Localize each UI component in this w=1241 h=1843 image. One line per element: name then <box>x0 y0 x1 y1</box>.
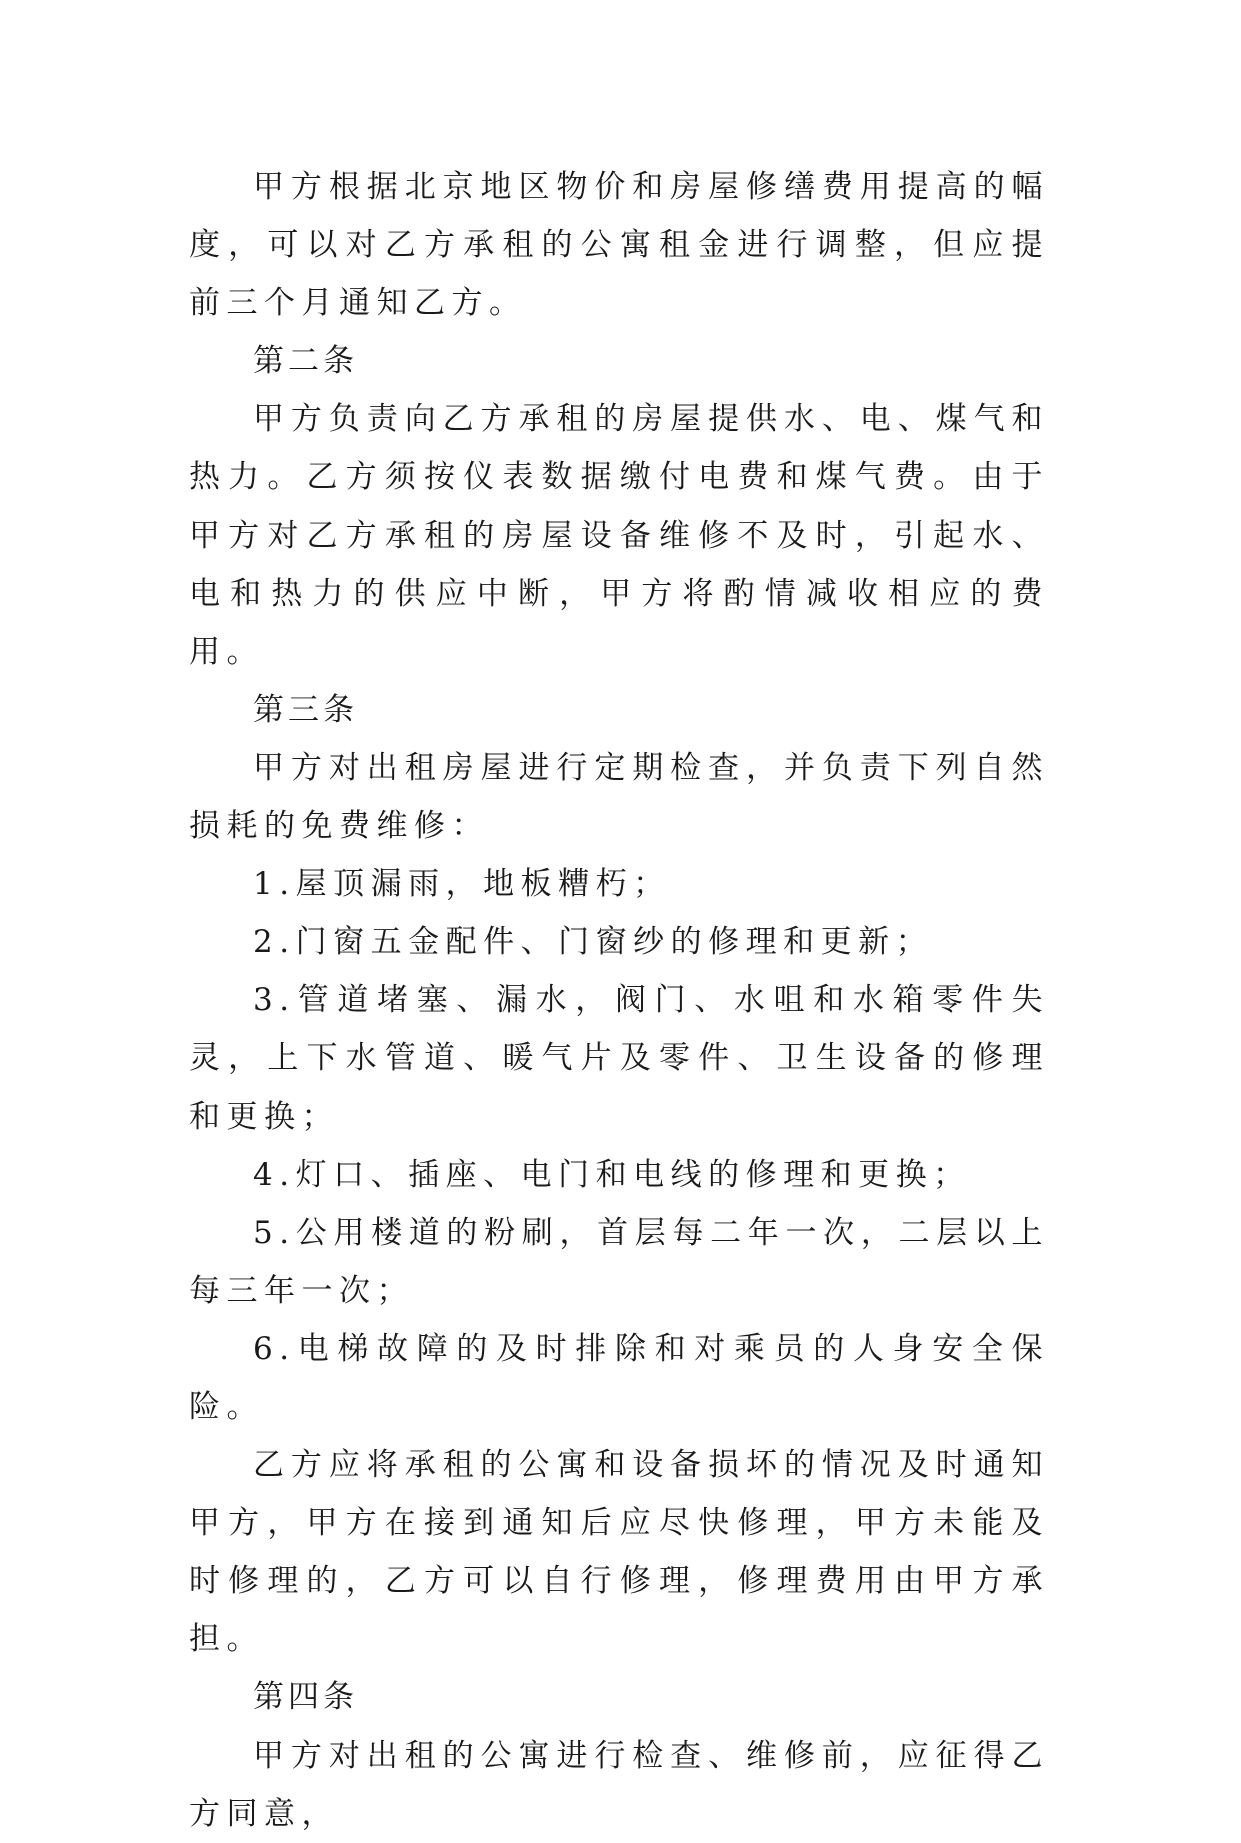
paragraph-damage-notice: 乙方应将承租的公寓和设备损坏的情况及时通知甲方，甲方在接到通知后应尽快修理，甲方未能及时修理的，乙方可以自行修理，修理费用由甲方承担。 <box>189 1447 1049 1658</box>
list-item-5: 5.公用楼道的粉刷，首层每二年一次，二层以上每三年一次； <box>189 1214 1049 1309</box>
list-item-3: 3.管道堵塞、漏水，阀门、水咀和水箱零件失灵，上下水管道、暖气片及零件、卫生设备的修理和更换； <box>189 982 1049 1135</box>
paragraph-rent-adjustment: 甲方根据北京地区物价和房屋修缮费用提高的幅度，可以对乙方承租的公寓租金进行调整，但应提前三个月通知乙方。 <box>189 169 1049 322</box>
list-item-6: 6.电梯故障的及时排除和对乘员的人身安全保险。 <box>189 1330 1049 1425</box>
paragraph-maintenance-intro: 甲方对出租房屋进行定期检查，并负责下列自然损耗的免费维修： <box>189 749 1049 845</box>
paragraph-inspection-consent: 甲方对出租的公寓进行检查、维修前，应征得乙方同意， <box>189 1737 1049 1832</box>
article-2-heading: 第二条 <box>253 343 358 380</box>
document-body <box>189 158 1049 1843</box>
article-4-heading: 第四条 <box>253 1679 358 1716</box>
list-item-1: 1.屋顶漏雨，地板糟朽； <box>253 866 671 903</box>
list-item-4: 4.灯口、插座、电门和电线的修理和更换； <box>253 1156 971 1193</box>
list-item-2: 2.门窗五金配件、门窗纱的修理和更新； <box>253 924 934 961</box>
paragraph-utilities: 甲方负责向乙方承租的房屋提供水、电、煤气和热力。乙方须按仪表数据缴付电费和煤气费。由于甲方对乙方承租的房屋设备维修不及时，引起水、电和热力的供应中断，甲方将酌情减收相应的费用。 <box>189 401 1049 670</box>
article-3-heading: 第三条 <box>253 691 358 728</box>
